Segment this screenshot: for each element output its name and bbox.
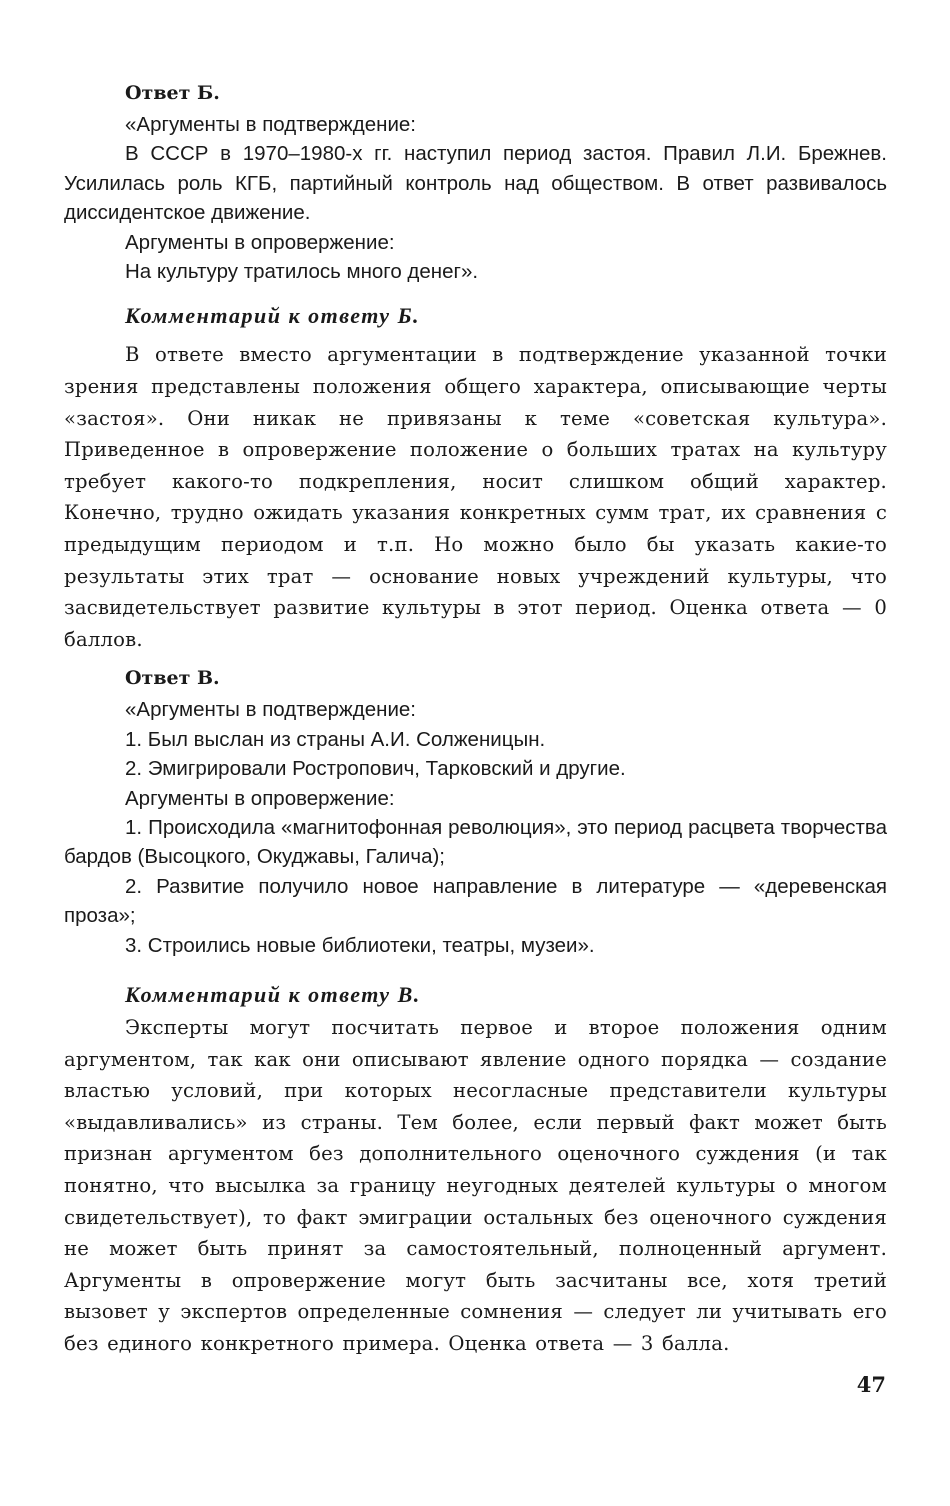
comment-v-heading: Комментарий к ответу В.: [125, 982, 421, 1008]
comment-v-text: Эксперты могут посчитать первое и второе положения одним аргументом, так как они описывают явление одного порядка — создание властью условий, при которых несогласные представители культуры «выдавливались» из страны. Тем более, если первый факт может быть признан аргументом без дополнительного оценочного суждения (и так понятно, что высылка за границу неугодных деятелей культуры о многом свидетельствует), то факт эмиграции остальных без оценочного суждения не может быть принят за самостоятельный, полноценный аргумент. Аргументы в опровержение могут быть засчитаны все, хотя третий вызовет у экспертов определенные сомнения — следует ли учитывать его без единого конкретного примера. Оценка ответа — 3 балла.: [64, 1016, 887, 1355]
answer-b-heading: Ответ Б.: [125, 82, 220, 104]
answer-v-line: «Аргументы в подтверждение:: [125, 698, 417, 722]
answer-b-line: В СССР в 1970–1980-х гг. наступил период застоя. Правил Л.И. Брежнев. Усилилась роль КГБ, партийный контроль над обществом. В ответ развивалось диссидентское движение.: [64, 142, 887, 225]
comment-v-body: [64, 1012, 887, 1360]
comment-b-heading: Комментарий к ответу Б.: [125, 303, 421, 329]
answer-v-line: 2. Развитие получило новое направление в литературе — «деревенская проза»;: [64, 874, 887, 928]
answer-b-line: На культуру тратилось много денег».: [125, 260, 479, 284]
comment-b-body: [64, 339, 887, 655]
answer-b-body: [64, 110, 887, 286]
answer-v-line: 3. Строились новые библиотеки, театры, музеи».: [125, 933, 595, 957]
answer-v-line: Аргументы в опровержение:: [125, 786, 395, 810]
answer-b-block: [64, 78, 887, 286]
answer-v-body: [64, 695, 887, 960]
answer-b-line: Аргументы в опровержение:: [125, 230, 395, 254]
answer-v-line: 1. Был выслан из страны А.И. Солженицын.: [125, 727, 546, 751]
answer-v-block: [64, 663, 887, 960]
page-number: 47: [856, 1372, 886, 1397]
answer-v-heading: Ответ В.: [125, 667, 220, 690]
answer-b-line: «Аргументы в подтверждение:: [125, 113, 417, 136]
page-content: [64, 78, 887, 1360]
comment-b-text: В ответе вместо аргументации в подтверждение указанной точки зрения представлены положения общего характера, описывающие черты «застоя». Они никак не привязаны к теме «советская культура». Приведенное в опровержение положение о больших тратах на культуру требует какого-то подкрепления, носит слишком общий характер. Конечно, трудно ожидать указания конкретных сумм трат, их сравнения с предыдущим периодом и т.п. Но можно было бы указать какие-то результаты этих трат — основание новых учреждений культуры, что засвидетельствует развитие культуры в этот период. Оценка ответа — 0 баллов.: [64, 343, 887, 651]
answer-v-line: 2. Эмигрировали Ростропович, Тарковский и другие.: [125, 757, 626, 781]
answer-v-line: 1. Происходила «магнитофонная революция», это период расцвета творчества бардов (Высоцкого, Окуджавы, Галича);: [64, 816, 887, 869]
